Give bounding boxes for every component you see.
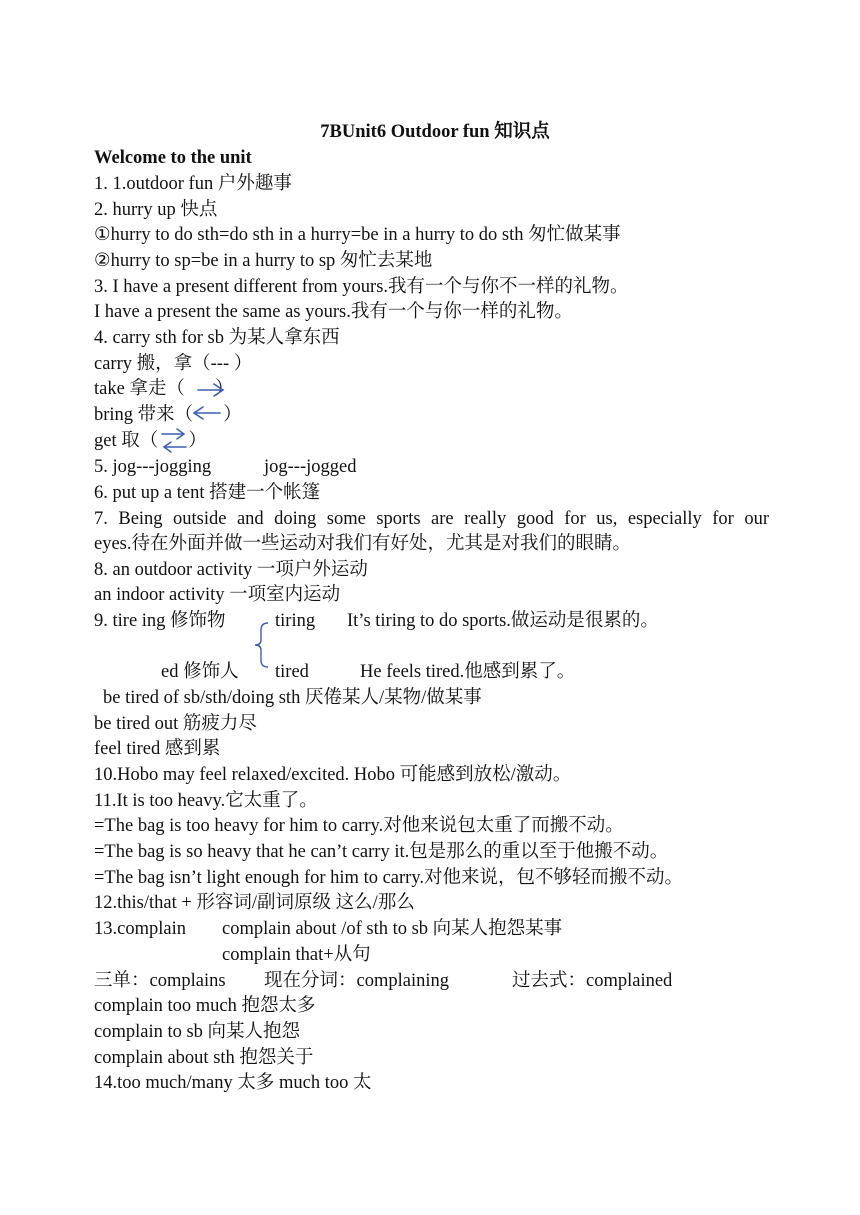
get-close-paren: ） xyxy=(188,431,207,451)
note-line: an indoor activity 一项室内运动 xyxy=(94,585,341,605)
bring-text: bring 带来（ xyxy=(94,405,194,425)
note-line: complain to sb 向某人抱怨 xyxy=(94,1022,301,1042)
complain-about: complain about /of sth to sb 向某人抱怨某事 xyxy=(222,919,563,939)
note-line: =The bag isn’t light enough for him to carry.对他来说，包不够轻而搬不动。 xyxy=(94,868,684,888)
note-line: 2. hurry up 快点 xyxy=(94,200,218,220)
bring-close-paren: ） xyxy=(223,405,242,425)
jog-ed: jog---jogged xyxy=(264,457,357,477)
complain-past-tense: 过去式：complained xyxy=(512,971,673,991)
get-text: get 取（ xyxy=(94,431,159,451)
note-line: carry 搬，拿（--- ） xyxy=(94,354,253,374)
right-arrow-icon xyxy=(196,381,228,399)
note-line: 14.too much/many 太多 much too 太 xyxy=(94,1073,372,1093)
note-line: =The bag is so heavy that he can’t carry it.包是那么的重以至于他搬不动。 xyxy=(94,842,669,862)
tiring-word: tiring xyxy=(275,611,316,631)
brace-icon xyxy=(252,620,272,670)
tire-ing-label: 9. tire ing 修饰物 xyxy=(94,611,226,631)
note-line: 4. carry sth for sb 为某人拿东西 xyxy=(94,328,340,348)
left-arrow-icon xyxy=(190,404,222,422)
note-line: ②hurry to sp=be in a hurry to sp 匆忙去某地 xyxy=(94,251,433,271)
note-line: 7. Being outside and doing some sports are really good for us, especially for our xyxy=(94,509,769,529)
note-line: eyes.待在外面并做一些运动对我们有好处，尤其是对我们的眼睛。 xyxy=(94,534,631,554)
note-line: ①hurry to do sth=do sth in a hurry=be in a hurry to do sth 匆忙做某事 xyxy=(94,225,621,245)
note-line: 6. put up a tent 搭建一个帐篷 xyxy=(94,483,321,503)
take-text: take 拿走（ xyxy=(94,379,185,399)
note-line: =The bag is too heavy for him to carry.对他来说包太重了而搬不动。 xyxy=(94,816,624,836)
take-close-paren: ） xyxy=(214,379,234,399)
note-line: complain too much 抱怨太多 xyxy=(94,996,316,1016)
round-trip-arrow-icon xyxy=(158,425,190,457)
note-line: 8. an outdoor activity 一项户外运动 xyxy=(94,560,368,580)
tired-word: tired xyxy=(275,662,309,682)
note-line: complain about sth 抱怨关于 xyxy=(94,1048,314,1068)
complain-that: complain that+从句 xyxy=(222,945,371,965)
note-line: 12.this/that + 形容词/副词原级 这么/那么 xyxy=(94,893,415,913)
note-line: 1. 1.outdoor fun 户外趣事 xyxy=(94,174,292,194)
note-line: 10.Hobo may feel relaxed/excited. Hobo 可能感到放松/激动。 xyxy=(94,765,572,785)
note-line: I have a present the same as yours.我有一个与你一样的礼物。 xyxy=(94,302,573,322)
note-line: be tired out 筋疲力尽 xyxy=(94,714,257,734)
note-line xyxy=(94,456,211,478)
jog-ing: 5. jog---jogging xyxy=(94,457,212,477)
note-line: 11.It is too heavy.它太重了。 xyxy=(94,791,318,811)
complain-label: 13.complain xyxy=(94,919,186,939)
section-heading: Welcome to the unit xyxy=(94,148,252,168)
document-title: 7BUnit6 Outdoor fun 知识点 xyxy=(320,122,550,142)
tire-ed-label: ed 修饰人 xyxy=(161,662,239,682)
complain-third-person: 三单：complains xyxy=(94,971,226,991)
complain-present-participle: 现在分词：complaining xyxy=(264,971,449,991)
tiring-example: It’s tiring to do sports.做运动是很累的。 xyxy=(347,611,659,631)
tired-example: He feels tired.他感到累了。 xyxy=(360,662,576,682)
note-line: be tired of sb/sth/doing sth 厌倦某人/某物/做某事 xyxy=(103,688,482,708)
note-line: 3. I have a present different from yours.我有一个与你不一样的礼物。 xyxy=(94,277,629,297)
note-line: feel tired 感到累 xyxy=(94,739,221,759)
